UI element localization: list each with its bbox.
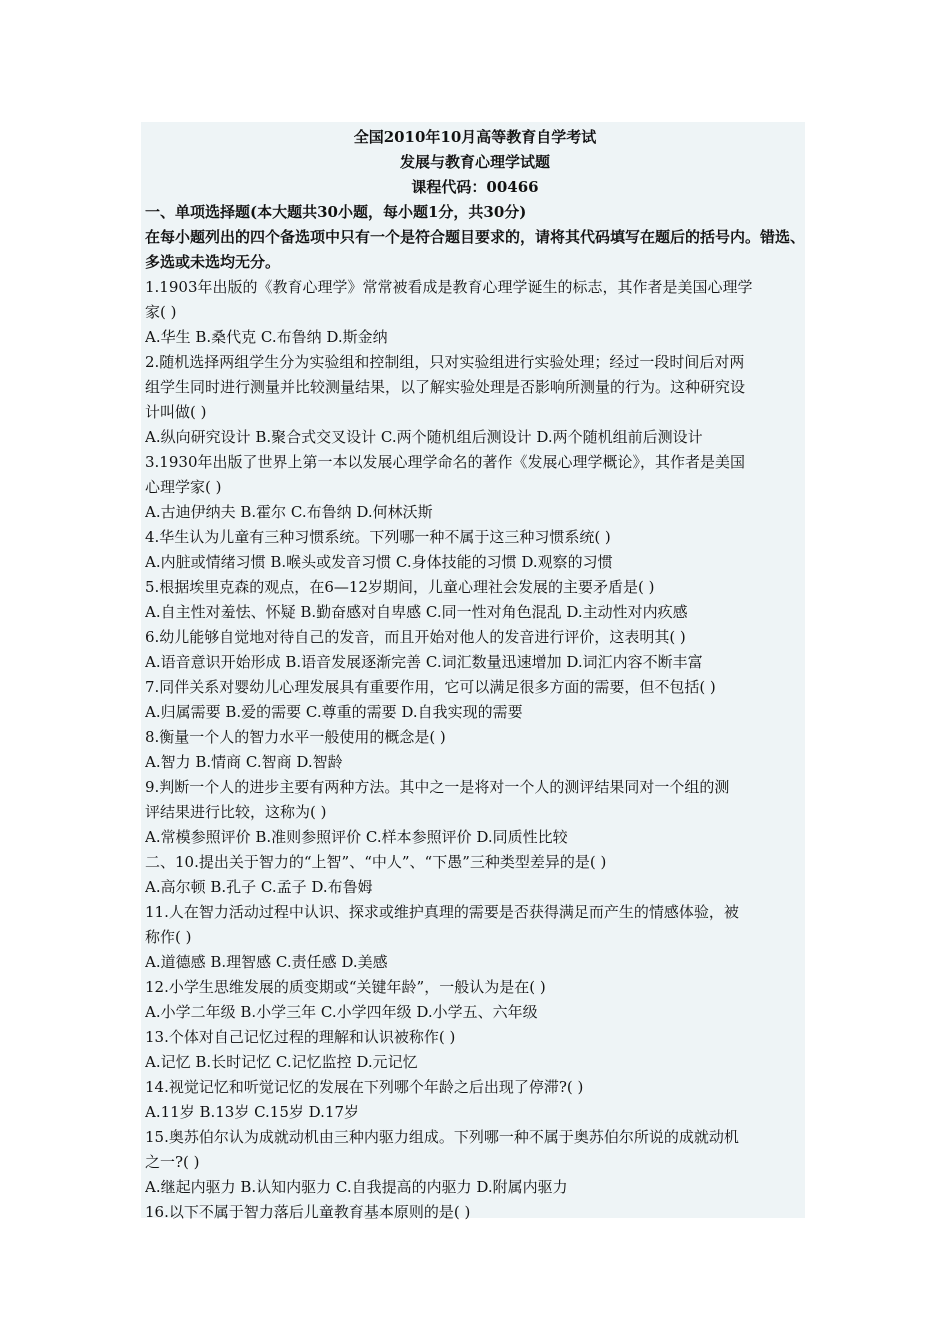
subject-title: 发展与教育心理学试题 <box>399 153 550 171</box>
question-line: 称作( ) <box>145 928 192 946</box>
question-line: A.语音意识开始形成 B.语音发展逐渐完善 C.词汇数量迅速增加 D.词汇内容不断丰富 <box>145 653 703 671</box>
question-line: 15.奥苏伯尔认为成就动机由三种内驱力组成。下列哪一种不属于奥苏伯尔所说的成就动机 <box>145 1128 739 1146</box>
question-line: 家( ) <box>145 303 177 321</box>
question-line: 12.小学生思维发展的质变期或“关键年龄”，一般认为是在( ) <box>145 978 546 996</box>
question-line: 4.华生认为儿童有三种习惯系统。下列哪一种不属于这三种习惯系统( ) <box>145 528 611 546</box>
question-line: A.11岁 B.13岁 C.15岁 D.17岁 <box>145 1103 360 1121</box>
question-line: A.智力 B.情商 C.智商 D.智龄 <box>145 753 343 771</box>
question-line: A.归属需要 B.爱的需要 C.尊重的需要 D.自我实现的需要 <box>145 703 523 721</box>
question-line: 3.1930年出版了世界上第一本以发展心理学命名的著作《发展心理学概论》，其作者是美国 <box>145 453 745 471</box>
question-line: 2.随机选择两组学生分为实验组和控制组，只对实验组进行实验处理；经过一段时间后对两 <box>145 353 745 371</box>
question-line: A.继起内驱力 B.认知内驱力 C.自我提高的内驱力 D.附属内驱力 <box>145 1178 568 1196</box>
question-line: 6.幼儿能够自觉地对待自己的发音，而且开始对他人的发音进行评价，这表明其( ) <box>145 628 686 646</box>
question-line: 评结果进行比较，这称为( ) <box>145 803 327 821</box>
question-line: A.高尔顿 B.孔子 C.孟子 D.布鲁姆 <box>145 878 373 896</box>
question-line: 5.根据埃里克森的观点，在6—12岁期间，儿童心理社会发展的主要矛盾是( ) <box>145 578 655 596</box>
question-line: 计叫做( ) <box>145 403 207 421</box>
question-list <box>145 275 805 1225</box>
question-line: 二、10.提出关于智力的“上智”、“中人”、“下愚”三种类型差异的是( ) <box>145 853 607 871</box>
section-heading: 一、单项选择题(本大题共30小题，每小题1分，共30分) <box>145 203 527 221</box>
question-line: A.常模参照评价 B.准则参照评价 C.样本参照评价 D.同质性比较 <box>145 828 568 846</box>
question-line: 13.个体对自己记忆过程的理解和认识被称作( ) <box>145 1028 456 1046</box>
question-line: 7.同伴关系对婴幼儿心理发展具有重要作用，它可以满足很多方面的需要，但不包括( ) <box>145 678 716 696</box>
exam-title: 全国2010年10月高等教育自学考试 <box>353 128 597 146</box>
question-line: 1.1903年出版的《教育心理学》常常被看成是教育心理学诞生的标志，其作者是美国心理学 <box>145 278 753 296</box>
section-instruction: 在每小题列出的四个备选项中只有一个是符合题目要求的，请将其代码填写在题后的括号内。错选、多选或未选均无分。 <box>145 228 805 271</box>
question-line: 组学生同时进行测量并比较测量结果，以了解实验处理是否影响所测量的行为。这种研究设 <box>145 378 746 396</box>
question-line: 心理学家( ) <box>145 478 222 496</box>
question-line: 11.人在智力活动过程中认识、探求或维护真理的需要是否获得满足而产生的情感体验，被 <box>145 903 739 921</box>
question-line: A.自主性对羞怯、怀疑 B.勤奋感对自卑感 C.同一性对角色混乱 D.主动性对内疚感 <box>145 603 688 621</box>
question-line: 14.视觉记忆和听觉记忆的发展在下列哪个年龄之后出现了停滞?( ) <box>145 1078 584 1096</box>
question-line: A.内脏或情绪习惯 B.喉头或发音习惯 C.身体技能的习惯 D.观察的习惯 <box>145 553 613 571</box>
question-line: 之一?( ) <box>145 1153 200 1171</box>
course-code: 课程代码：00466 <box>411 178 539 196</box>
exam-page <box>141 122 805 1221</box>
question-line: A.古迪伊纳夫 B.霍尔 C.布鲁纳 D.何林沃斯 <box>145 503 433 521</box>
question-line: 8.衡量一个人的智力水平一般使用的概念是( ) <box>145 728 446 746</box>
question-line: A.道德感 B.理智感 C.责任感 D.美感 <box>145 953 388 971</box>
question-line: A.华生 B.桑代克 C.布鲁纳 D.斯金纳 <box>145 328 388 346</box>
question-line: A.记忆 B.长时记忆 C.记忆监控 D.元记忆 <box>145 1053 418 1071</box>
question-line: 9.判断一个人的进步主要有两种方法。其中之一是将对一个人的测评结果同对一个组的测 <box>145 778 730 796</box>
question-line: A.纵向研究设计 B.聚合式交叉设计 C.两个随机组后测设计 D.两个随机组前后测设计 <box>145 428 703 446</box>
question-line: 16.以下不属于智力落后儿童教育基本原则的是( ) <box>145 1203 471 1221</box>
question-line: A.小学二年级 B.小学三年 C.小学四年级 D.小学五、六年级 <box>145 1003 538 1021</box>
